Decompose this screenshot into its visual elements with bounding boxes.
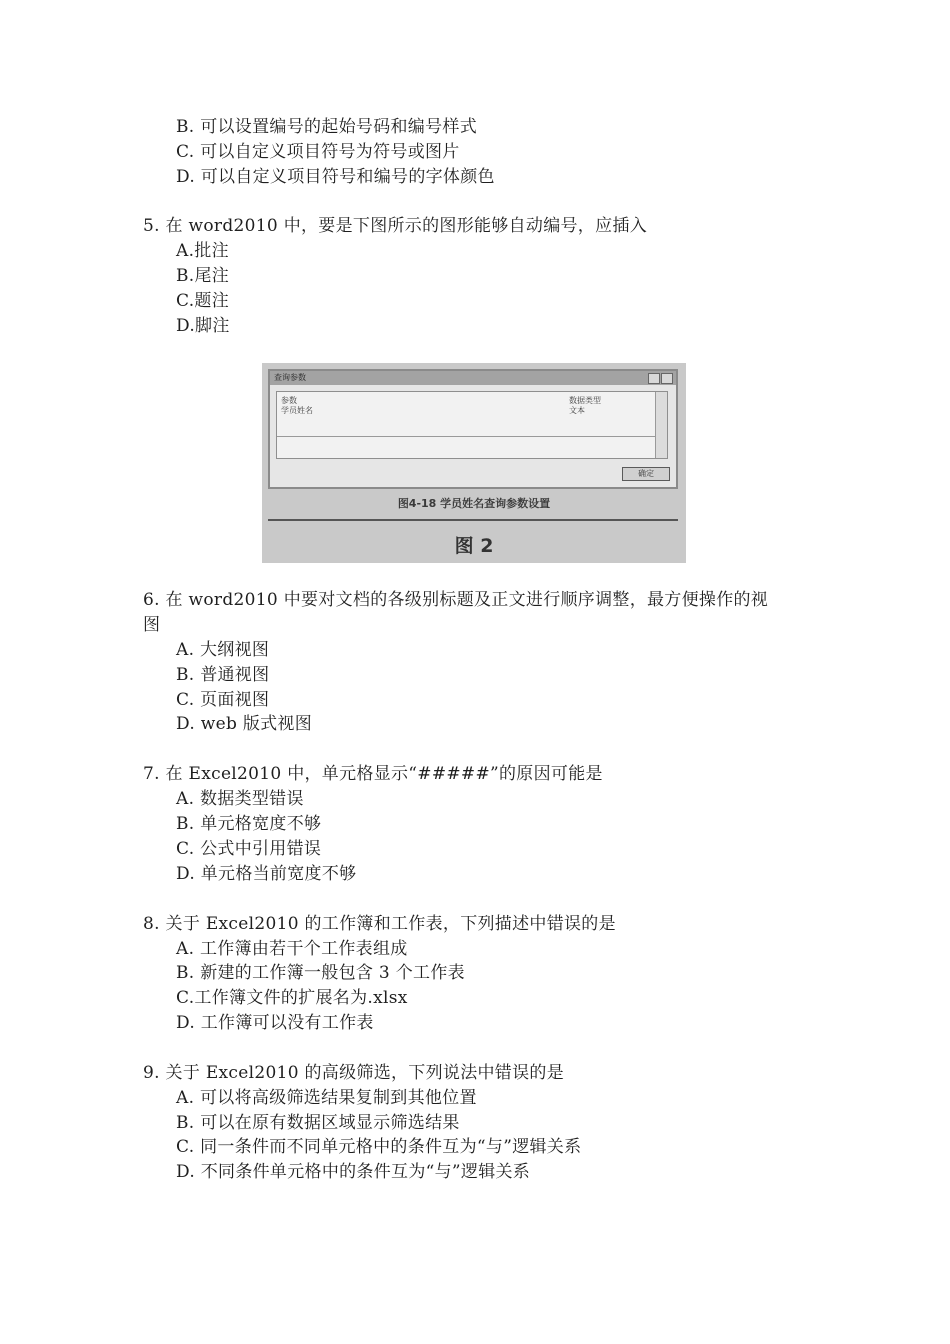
q7-option-a: A. 数据类型错误 xyxy=(176,789,304,809)
q8-option-c: C.工作簿文件的扩展名为.xlsx xyxy=(176,988,408,1008)
list-divider xyxy=(277,436,655,437)
q4-option-b: B. 可以设置编号的起始号码和编号样式 xyxy=(176,117,477,137)
figure-photo xyxy=(262,363,686,563)
q7-option-c: C. 公式中引用错误 xyxy=(176,839,322,859)
q8-option-d: D. 工作簿可以没有工作表 xyxy=(176,1013,374,1033)
q4-option-c: C. 可以自定义项目符号为符号或图片 xyxy=(176,142,460,162)
dialog-titlebar xyxy=(270,371,676,385)
q6-option-a: A. 大纲视图 xyxy=(176,640,270,660)
column-header-parameter: 参数 xyxy=(281,396,297,405)
q6-option-d: D. web 版式视图 xyxy=(176,714,313,734)
caption-rule xyxy=(268,519,678,521)
q6-stem-wrap: 图 xyxy=(143,615,161,635)
parameter-list xyxy=(276,391,668,459)
inner-caption: 图4-18 学员姓名查询参数设置 xyxy=(397,497,551,510)
q8-option-a: A. 工作簿由若干个工作表组成 xyxy=(176,939,408,959)
q5-option-b: B.尾注 xyxy=(176,266,230,286)
q7-option-b: B. 单元格宽度不够 xyxy=(176,814,322,834)
q6-option-b: B. 普通视图 xyxy=(176,665,270,685)
q4-option-d: D. 可以自定义项目符号和编号的字体颜色 xyxy=(176,167,495,187)
q6-option-c: C. 页面视图 xyxy=(176,690,270,710)
column-header-type: 数据类型 xyxy=(569,396,601,405)
q8-option-b: B. 新建的工作簿一般包含 3 个工作表 xyxy=(176,963,465,983)
q5-option-a: A.批注 xyxy=(176,241,229,261)
q5-stem: 5. 在 word2010 中，要是下图所示的图形能够自动编号，应插入 xyxy=(143,216,647,236)
q5-option-c: C.题注 xyxy=(176,291,230,311)
q9-option-a: A. 可以将高级筛选结果复制到其他位置 xyxy=(176,1088,477,1108)
q9-option-c: C. 同一条件而不同单元格中的条件互为“与”逻辑关系 xyxy=(176,1137,582,1157)
q9-stem: 9. 关于 Excel2010 的高级筛选，下列说法中错误的是 xyxy=(143,1063,565,1083)
list-scrollbar xyxy=(655,392,667,458)
q9-option-b: B. 可以在原有数据区域显示筛选结果 xyxy=(176,1113,460,1133)
dialog-window xyxy=(268,369,678,489)
figure-label: 图 2 xyxy=(454,535,494,557)
parameter-name-cell: 学员姓名 xyxy=(281,406,313,415)
ok-button: 确定 xyxy=(622,467,670,481)
q5-option-d: D.脚注 xyxy=(176,316,230,336)
dialog-title: 查询参数 xyxy=(274,373,306,382)
minimize-icon xyxy=(648,373,660,384)
q6-stem: 6. 在 word2010 中要对文档的各级别标题及正文进行顺序调整，最方便操作的视 xyxy=(143,590,769,610)
q7-option-d: D. 单元格当前宽度不够 xyxy=(176,864,357,884)
q9-option-d: D. 不同条件单元格中的条件互为“与”逻辑关系 xyxy=(176,1162,531,1182)
parameter-type-cell: 文本 xyxy=(569,406,585,415)
q7-stem: 7. 在 Excel2010 中，单元格显示“#####”的原因可能是 xyxy=(143,764,603,784)
close-icon xyxy=(661,373,673,384)
q8-stem: 8. 关于 Excel2010 的工作簿和工作表，下列描述中错误的是 xyxy=(143,914,616,934)
